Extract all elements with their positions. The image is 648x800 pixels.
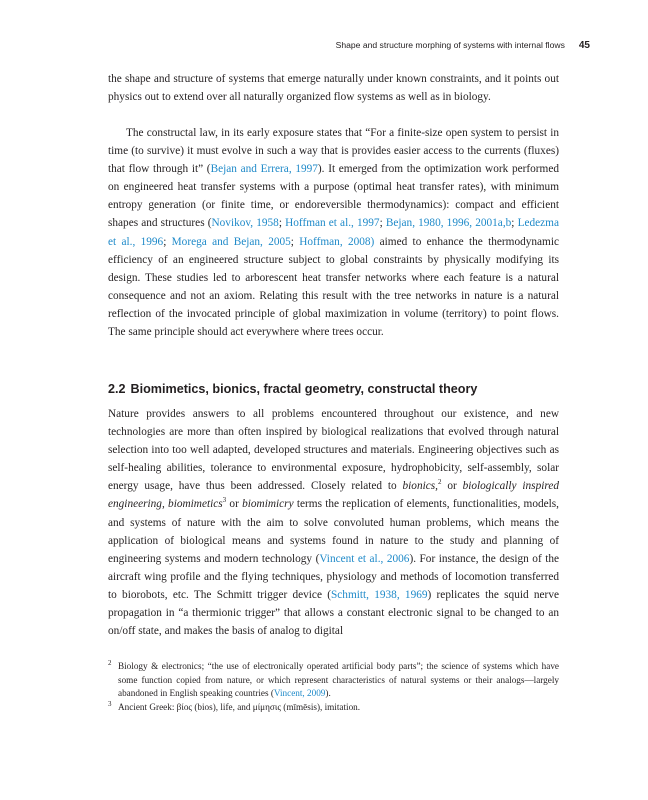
text-run: ;: [511, 217, 518, 230]
footnote-3: [108, 701, 559, 715]
footnote-text: Biology & electronics; “the use of electronically operated artificial body parts”; the science of systems which have some function copied from nature, or which represent characteristics of natural systems or their analogs—largely abandoned in English speaking countries (: [118, 661, 559, 699]
paragraph-constructal-law: [108, 124, 559, 341]
text-run: ;: [290, 235, 300, 248]
footnote-text: ).: [325, 688, 331, 699]
citation-link[interactable]: Vincent, 2009: [273, 688, 326, 699]
citation-link[interactable]: Bejan and Errera, 1997: [210, 163, 318, 176]
italic-term: biologically inspired engineering, biomimetics: [108, 480, 559, 511]
italic-term: bionics,: [402, 480, 438, 493]
text-run: or: [226, 498, 243, 511]
paragraph-biomimetics: [108, 405, 559, 640]
citation-link[interactable]: Ledezma et al., 1996: [108, 217, 559, 248]
text-run: ) replicates the squid nerve propagation in “a thermionic trigger” that allows a constant electronic signal to be changed to an on/off state, and makes the basis of analog to digital: [108, 588, 559, 638]
footnote-2: [108, 660, 559, 701]
text-run: or: [441, 480, 463, 493]
footnote-ref[interactable]: 3: [222, 496, 227, 505]
text-run: terms the replication of elements, functionalities, models, and systems of nature with the aim to solve convoluted human problems, which means the application of biological means and systems found in nature to the study and planning of engineering systems and modern technology (: [108, 498, 559, 565]
citation-link[interactable]: Vincent et al., 2006: [319, 552, 410, 565]
page-number: 45: [578, 40, 590, 51]
citation-link[interactable]: Bejan, 1980, 1996, 2001a,b: [385, 217, 512, 230]
section-title: Biomimetics, bionics, fractal geometry, constructal theory: [130, 382, 478, 396]
citation-link[interactable]: Hoffman et al., 1997: [285, 217, 380, 230]
footnotes: [108, 660, 559, 714]
text-run: aimed to enhance the thermodynamic efficiency of an engineered structure subject to global constraints by physically modifying its design. These studies led to arborescent heat transfer networks where each feature is a natural consequence and not an axiom. Relating this result with the tree networks in nature is a natural reflection of the invocated principle of global maximization in volume (territory) to point flows. The same principle should act everywhere where trees occur.: [108, 235, 559, 339]
footnote-ref[interactable]: 2: [437, 478, 442, 487]
paragraph-continuation: [108, 70, 559, 106]
section-heading: [108, 382, 477, 396]
text-run: ). For instance, the design of the aircraft wing profile and the flying techniques, physiology and methods of locomotion transferred to biorobots, etc. The Schmitt trigger device (: [108, 552, 559, 601]
text-run: ;: [379, 217, 386, 230]
footnote-mark: 3: [108, 699, 112, 708]
running-head-title: Shape and structure morphing of systems with internal flows: [335, 40, 565, 50]
footnote-mark: 2: [108, 659, 112, 667]
running-head: [336, 40, 590, 51]
text-run: ;: [163, 235, 172, 248]
citation-link[interactable]: Hoffman, 2008): [299, 235, 375, 248]
citation-link[interactable]: Schmitt, 1938, 1969: [331, 588, 428, 601]
italic-term: biomimicry: [242, 498, 294, 511]
text-run: The constructal law, in its early exposure states that “For a finite-size open system to persist in time (to survive) it must evolve in such a way that is provides easier access to the currents (fluxes) that flow through it” (: [108, 127, 559, 176]
text-run: ). It emerged from the optimization work performed on engineered heat transfer systems with a purpose (optimal heat transfer rates), with minimum entropy generation (or finite time, or endoreversible thermodynamics): compact and efficient shapes and structures (: [108, 163, 559, 230]
section-number: 2.2: [108, 382, 126, 396]
citation-link[interactable]: Morega and Bejan, 2005: [171, 235, 291, 248]
text-run: ;: [278, 217, 286, 230]
paragraph-text: the shape and structure of systems that emerge naturally under known constraints, and it points out physics out to extend over all naturally organized flow systems as well as in biology.: [108, 73, 559, 104]
citation-link[interactable]: Novikov, 1958: [211, 217, 279, 230]
footnote-text: Ancient Greek: βίος (bios), life, and μίμησις (mīmēsis), imitation.: [118, 701, 361, 712]
text-run: Nature provides answers to all problems encountered throughout our existence, and new technologies are more than often inspired by biological realizations that evolved through natural selection into too well adapted, developed structures and materials. Engineering objectives such as self-healing abilities, tolerance to environmental exposure, hydrophobicity, self-assembly, solar energy usage, have thus been addressed. Closely related to: [108, 408, 559, 493]
